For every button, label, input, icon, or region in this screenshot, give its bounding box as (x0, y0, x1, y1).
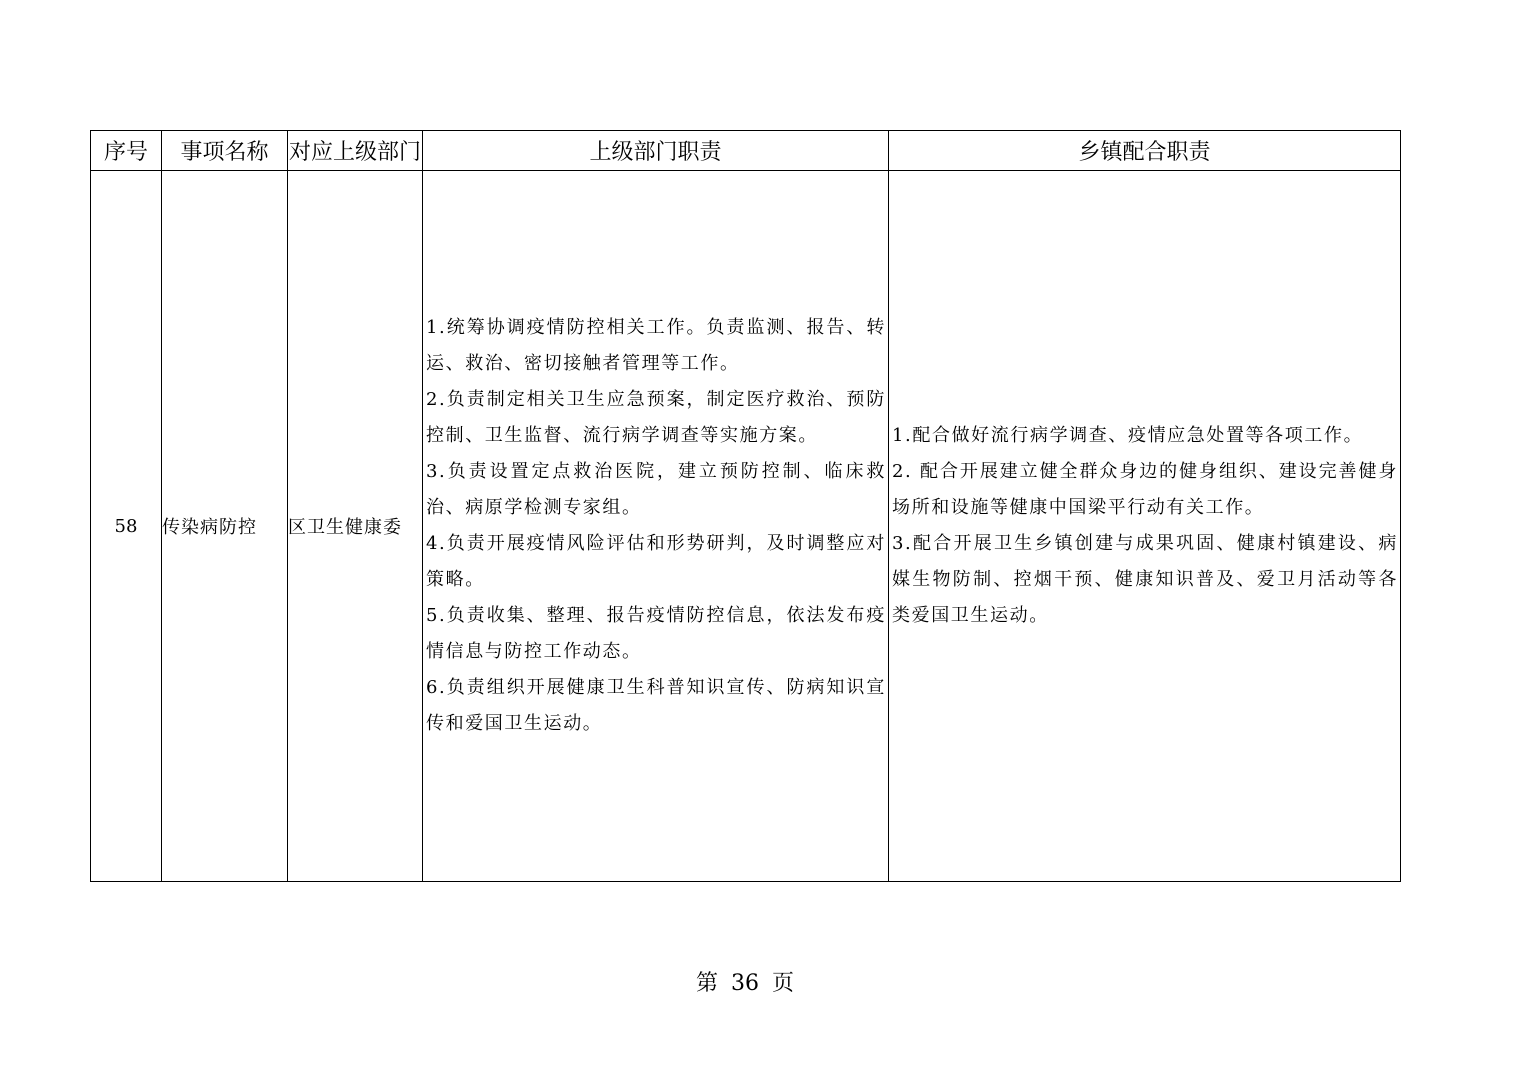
cell-seq: 58 (91, 171, 162, 882)
page-number: 第 36 页 (696, 971, 794, 996)
superior-duty-item: 1.统筹协调疫情防控相关工作。负责监测、报告、转运、救治、密切接触者管理等工作。 (426, 317, 886, 374)
superior-duty-item: 5.负责收集、整理、报告疫情防控信息，依法发布疫情信息与防控工作动态。 (426, 605, 886, 662)
duty-table (90, 130, 1401, 882)
table-row (91, 171, 1401, 882)
town-duty-list (889, 418, 1400, 634)
header-dept: 对应上级部门 (288, 131, 423, 171)
superior-duty-list (423, 310, 888, 742)
town-duty-item: 1.配合做好流行病学调查、疫情应急处置等各项工作。 (892, 425, 1364, 446)
town-duty-item: 2. 配合开展建立健全群众身边的健身组织、建设完善健身场所和设施等健康中国梁平行动有关工作。 (892, 461, 1398, 518)
cell-item-name: 传染病防控 (162, 171, 288, 882)
town-duty-item: 3.配合开展卫生乡镇创建与成果巩固、健康村镇建设、病媒生物防制、控烟干预、健康知识普及、爱卫月活动等各类爱国卫生运动。 (892, 533, 1398, 626)
header-item-name: 事项名称 (162, 131, 288, 171)
header-row (91, 131, 1401, 171)
superior-duty-item: 2.负责制定相关卫生应急预案，制定医疗救治、预防控制、卫生监督、流行病学调查等实施方案。 (426, 389, 886, 446)
cell-superior-duties (423, 171, 889, 882)
header-superior-duty: 上级部门职责 (423, 131, 889, 171)
superior-duty-item: 4.负责开展疫情风险评估和形势研判，及时调整应对策略。 (426, 533, 886, 590)
header-seq: 序号 (91, 131, 162, 171)
header-town-duty: 乡镇配合职责 (889, 131, 1401, 171)
cell-dept: 区卫生健康委 (288, 171, 423, 882)
cell-town-duties (889, 171, 1401, 882)
superior-duty-item: 3.负责设置定点救治医院，建立预防控制、临床救治、病原学检测专家组。 (426, 461, 886, 518)
superior-duty-item: 6.负责组织开展健康卫生科普知识宣传、防病知识宣传和爱国卫生运动。 (426, 677, 886, 734)
